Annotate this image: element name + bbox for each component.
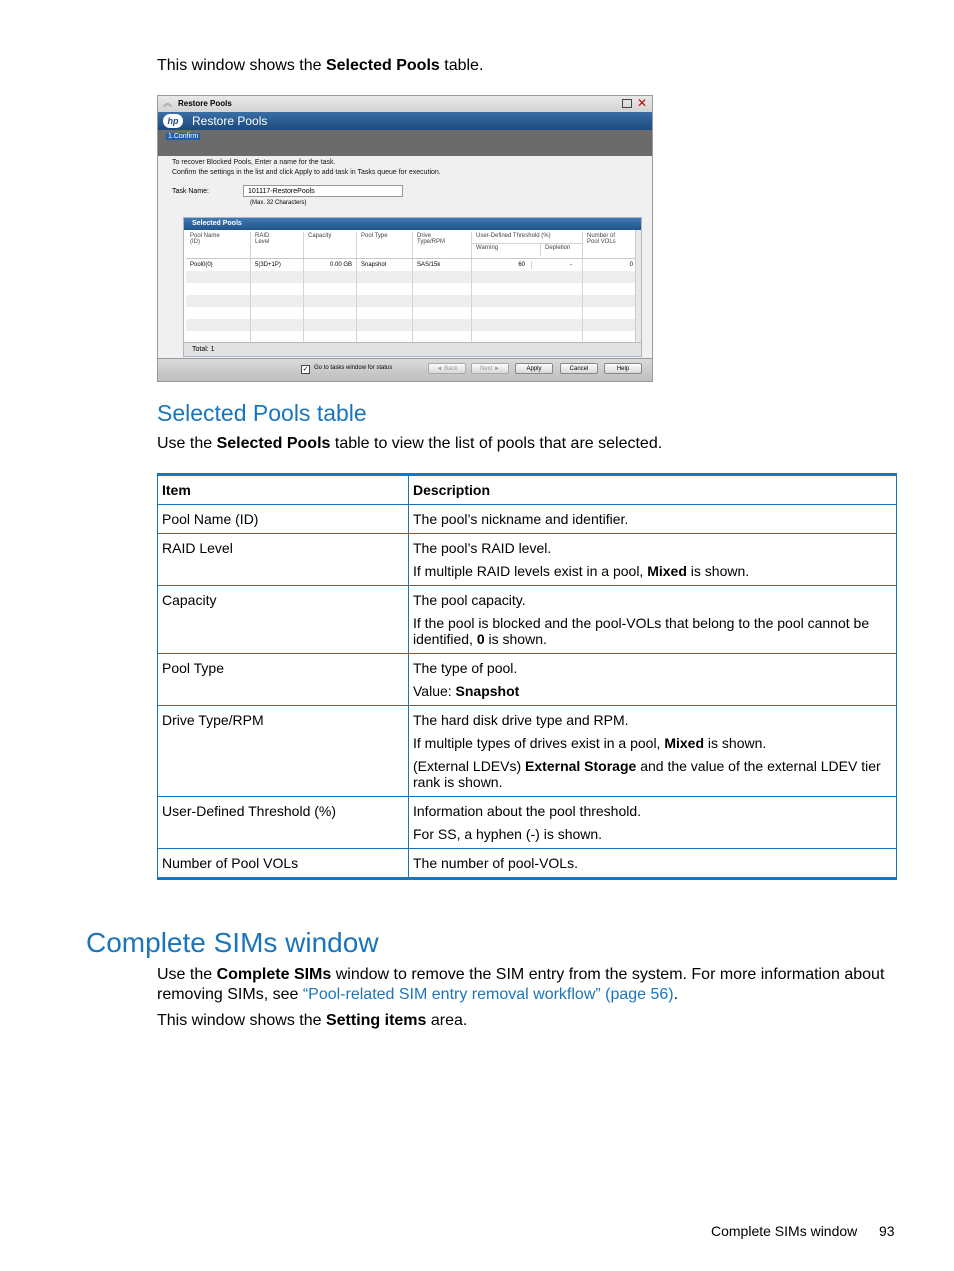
back-button[interactable]: ◄ Back	[428, 363, 466, 374]
panel-title: Selected Pools	[184, 218, 641, 230]
apply-button[interactable]: Apply	[515, 363, 553, 374]
help-button[interactable]: Help	[604, 363, 642, 374]
instruction-line: To recover Blocked Pools, Enter a name for the task.	[172, 159, 336, 166]
col-pool-type[interactable]: Pool Type	[357, 232, 413, 259]
header-item: Item	[158, 475, 409, 505]
cancel-button[interactable]: Cancel	[560, 363, 598, 374]
table-row: Capacity The pool capacity. If the pool is blocked and the pool-VOLs that belong to the pool cannot be identified, 0 is shown.	[158, 586, 897, 654]
header-description: Description	[409, 475, 897, 505]
table-row: Pool Name (ID) The pool’s nickname and identifier.	[158, 505, 897, 534]
section-title-selected-pools: Selected Pools table	[157, 400, 367, 426]
collapse-icon[interactable]: ︽	[163, 98, 173, 108]
window-title: Restore Pools	[178, 99, 232, 108]
complete-sims-paragraph: Use the Complete SIMs window to remove the SIM entry from the system. For more information about removing SIMs, see “Pool-related SIM entry removal workflow” (page 56).	[157, 966, 885, 1003]
selected-pools-panel	[183, 217, 642, 357]
wizard-title: Restore Pools	[192, 114, 268, 128]
col-depletion: Depletion	[545, 245, 571, 251]
table-row: User-Defined Threshold (%) Information about the pool threshold. For SS, a hyphen (-) is shown.	[158, 797, 897, 849]
table-row: RAID Level The pool’s RAID level. If multiple RAID levels exist in a pool, Mixed is shown.	[158, 534, 897, 586]
instruction-line: Confirm the settings in the list and click Apply to add task in Tasks queue for execution.	[172, 169, 441, 176]
wizard-footer	[158, 358, 652, 381]
footer-section-name: Complete SIMs window	[711, 1223, 858, 1239]
table-row: Drive Type/RPM The hard disk drive type and RPM. If multiple types of drives exist in a pool, Mixed is shown. (External LDEVs) External Storage and the value of the external LDEV tier rank is shown.	[158, 706, 897, 797]
table-row: Number of Pool VOLs The number of pool-VOLs.	[158, 849, 897, 879]
hp-logo: hp	[163, 114, 183, 128]
intro-text: This window shows the Selected Pools table.	[157, 57, 484, 74]
col-pool-vols[interactable]: Number of Pool VOLs	[583, 232, 638, 259]
table-row: Pool Type The type of pool. Value: Snapshot	[158, 654, 897, 706]
selected-pools-table	[186, 232, 638, 343]
wizard-header	[158, 112, 652, 130]
restore-pools-screenshot	[157, 95, 653, 382]
task-name-label: Task Name:	[172, 188, 209, 195]
section-title-complete-sims: Complete SIMs window	[86, 927, 379, 958]
next-button[interactable]: Next ►	[471, 363, 509, 374]
close-icon[interactable]: ✕	[636, 96, 647, 110]
col-capacity[interactable]: Capacity	[304, 232, 357, 259]
workflow-link[interactable]: “Pool-related SIM entry removal workflow” (page 56)	[302, 986, 674, 1003]
task-name-note: (Max. 32 Characters)	[250, 200, 307, 206]
window-titlebar	[158, 96, 652, 113]
scrollbar[interactable]	[635, 230, 641, 342]
col-pool-name[interactable]: Pool Name (ID)	[186, 232, 251, 259]
col-warning: Warning	[472, 244, 541, 256]
go-to-tasks-label: Go to tasks window for status	[314, 365, 393, 371]
page-number: 93	[879, 1223, 895, 1239]
go-to-tasks-checkbox[interactable]: ✓	[302, 366, 309, 373]
instructions	[172, 158, 441, 178]
setting-items-paragraph: This window shows the Setting items area.	[157, 1012, 468, 1029]
col-drive[interactable]: Drive Type/RPM	[413, 232, 472, 259]
total-count: Total: 1	[184, 342, 641, 356]
col-threshold[interactable]: User-Defined Threshold (%) Warning Depletion	[472, 232, 583, 259]
col-raid[interactable]: RAID Level	[251, 232, 304, 259]
section-description: Use the Selected Pools table to view the list of pools that are selected.	[157, 435, 663, 452]
table-row[interactable]: Pool0(0) 5(3D+1P) 0.00 GB Snapshot SAS/15k 60 - 0	[186, 259, 638, 272]
step-confirm: 1.Confirm	[168, 133, 199, 140]
maximize-icon[interactable]	[622, 99, 632, 108]
task-name-input[interactable]: 101117-RestorePools	[243, 185, 403, 197]
item-description-table	[157, 473, 897, 880]
wizard-steps	[158, 130, 652, 156]
